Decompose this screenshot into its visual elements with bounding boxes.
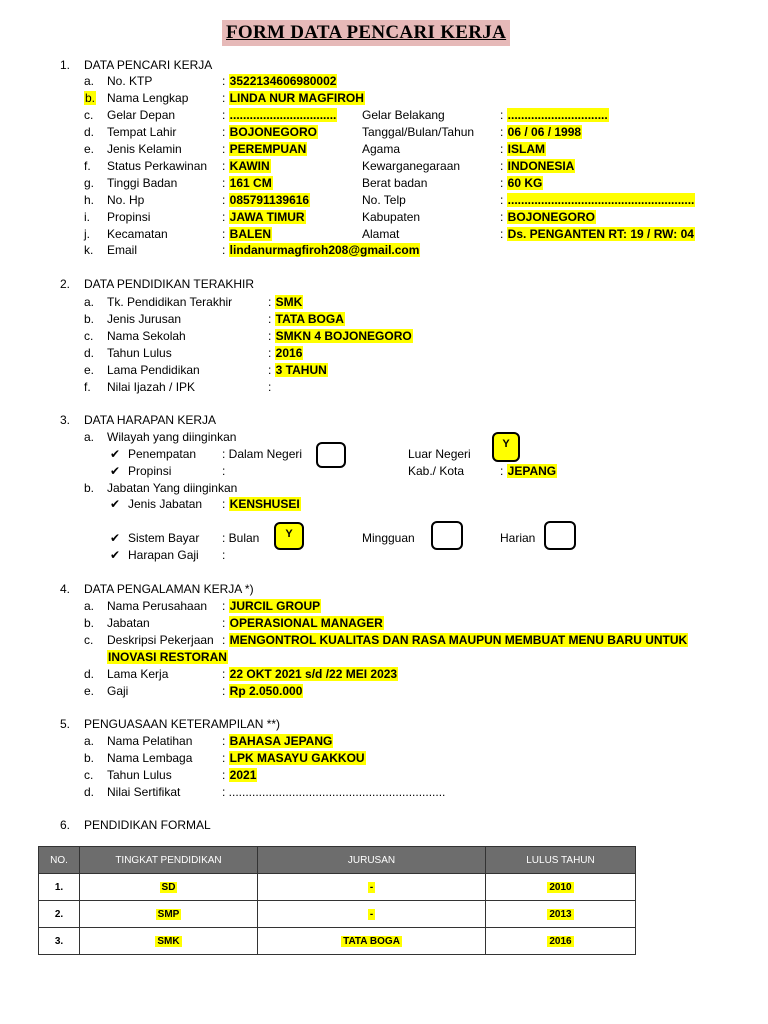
- field-label: Lama Kerja: [107, 667, 169, 681]
- table-cell: 1.: [39, 874, 80, 901]
- section-3-heading: DATA HARAPAN KERJA: [84, 413, 217, 427]
- row-label: a.: [84, 74, 95, 88]
- field-label: Email: [107, 243, 138, 257]
- field-label: Jenis Jurusan: [107, 312, 182, 326]
- row-label: a.: [84, 599, 95, 613]
- field-label: Tk. Pendidikan Terakhir: [107, 295, 233, 309]
- field-label: Berat badan: [362, 176, 428, 190]
- row-label: b.: [84, 616, 95, 630]
- row-label: d.: [84, 785, 95, 799]
- field-value: : BAHASA JEPANG: [222, 734, 333, 748]
- field-value: :: [222, 464, 226, 478]
- check-icon: ✔: [110, 548, 121, 562]
- table-row: [39, 901, 636, 928]
- field-value: :: [268, 380, 272, 394]
- row-label: a.: [84, 734, 95, 748]
- field-label: Nama Pelatihan: [107, 734, 193, 748]
- field-label: Deskripsi Pekerjaan: [107, 633, 214, 647]
- mingguan-checkbox[interactable]: [431, 521, 463, 550]
- row-label: a.: [84, 430, 95, 444]
- field-label: Harian: [500, 531, 536, 545]
- table-cell: 3.: [39, 928, 80, 955]
- row-label: c.: [84, 329, 94, 343]
- row-label: f.: [84, 380, 91, 394]
- field-value: : ........................................................: [500, 193, 695, 207]
- field-label: Nama Perusahaan: [107, 599, 208, 613]
- field-label: Tinggi Badan: [107, 176, 178, 190]
- row-label: c.: [84, 108, 94, 122]
- field-label: Gaji: [107, 684, 129, 698]
- row-label: b.: [84, 312, 95, 326]
- row-label: b.: [85, 91, 96, 105]
- field-label: Nama Lengkap: [107, 91, 189, 105]
- table-row: [39, 928, 636, 955]
- field-value: : JURCIL GROUP: [222, 599, 321, 613]
- table-cell: 2010: [486, 874, 636, 901]
- field-value: : 22 OKT 2021 s/d /22 MEI 2023: [222, 667, 398, 681]
- field-label: Propinsi: [107, 210, 151, 224]
- luar-negeri-checkbox[interactable]: Y: [492, 432, 520, 462]
- row-label: i.: [84, 210, 90, 224]
- row-label: d.: [84, 125, 95, 139]
- field-value: : ..............................: [500, 108, 608, 122]
- field-label: Kecamatan: [107, 227, 168, 241]
- field-label: Kewarganegaraan: [362, 159, 461, 173]
- table-cell: -: [258, 901, 486, 928]
- section-1-heading: DATA PENCARI KERJA: [84, 58, 213, 72]
- dalam-negeri-checkbox[interactable]: [316, 442, 346, 468]
- table-cell: SD: [80, 874, 258, 901]
- table-cell: TATA BOGA: [258, 928, 486, 955]
- row-label: c.: [84, 633, 94, 647]
- table-header-row: [39, 847, 636, 874]
- section-3-number: 3.: [60, 413, 71, 427]
- section-6-heading: PENDIDIKAN FORMAL: [84, 818, 211, 832]
- row-label: f.: [84, 159, 91, 173]
- row-label: j.: [84, 227, 90, 241]
- field-label: Lama Pendidikan: [107, 363, 200, 377]
- column-header: NO.: [39, 847, 80, 874]
- check-icon: ✔: [110, 531, 121, 545]
- field-value: : BALEN: [222, 227, 272, 241]
- field-value: : 085791139616: [222, 193, 310, 207]
- field-value: : ................................: [222, 108, 337, 122]
- field-value: : LPK MASAYU GAKKOU: [222, 751, 365, 765]
- row-label: g.: [84, 176, 95, 190]
- section-1-number: 1.: [60, 58, 71, 72]
- row-label: k.: [84, 243, 94, 257]
- field-label: Kab./ Kota: [408, 464, 465, 478]
- section-2-number: 2.: [60, 277, 71, 291]
- field-value: : TATA BOGA: [268, 312, 344, 326]
- row-label: h.: [84, 193, 95, 207]
- section-5-number: 5.: [60, 717, 71, 731]
- field-label: Sistem Bayar: [128, 531, 200, 545]
- section-5-heading: PENGUASAAN KETERAMPILAN **): [84, 717, 281, 731]
- field-label: Tempat Lahir: [107, 125, 177, 139]
- field-label: Tahun Lulus: [107, 768, 172, 782]
- table-cell: 2.: [39, 901, 80, 928]
- field-label: No. Hp: [107, 193, 145, 207]
- table-cell: SMK: [80, 928, 258, 955]
- field-value: : 3 TAHUN: [268, 363, 327, 377]
- field-label: Jabatan: [107, 616, 150, 630]
- field-value: : SMK: [268, 295, 303, 309]
- field-label: Jenis Jabatan: [128, 497, 203, 511]
- field-value: : 06 / 06 / 1998: [500, 125, 582, 139]
- field-value: : KENSHUSEI: [222, 497, 300, 511]
- section-6-number: 6.: [60, 818, 71, 832]
- page-title: FORM DATA PENCARI KERJA: [222, 20, 510, 46]
- field-label: Jabatan Yang diinginkan: [107, 481, 238, 495]
- field-value: : .................................................................: [222, 785, 446, 799]
- field-value: : ISLAM: [500, 142, 546, 156]
- section-2-heading: DATA PENDIDIKAN TERAKHIR: [84, 277, 255, 291]
- field-value: : 161 CM: [222, 176, 272, 190]
- field-value: : JEPANG: [500, 464, 557, 478]
- field-label: No. KTP: [107, 74, 153, 88]
- field-label: Luar Negeri: [408, 447, 471, 461]
- field-value: : BOJONEGORO: [500, 210, 596, 224]
- field-label: Nama Sekolah: [107, 329, 186, 343]
- row-label: e.: [84, 142, 95, 156]
- pendidikan-formal-table: [38, 846, 636, 955]
- field-label: Gelar Depan: [107, 108, 176, 122]
- field-label: Agama: [362, 142, 401, 156]
- field-label: : Dalam Negeri: [222, 447, 303, 461]
- field-label: Tahun Lulus: [107, 346, 172, 360]
- table-cell: SMP: [80, 901, 258, 928]
- field-value: : 2021: [222, 768, 257, 782]
- field-label: : Bulan: [222, 531, 260, 545]
- row-label: d.: [84, 346, 95, 360]
- field-label: No. Telp: [362, 193, 406, 207]
- field-label: Penempatan: [128, 447, 197, 461]
- section-4-heading: DATA PENGALAMAN KERJA *): [84, 582, 254, 596]
- table-cell: 2016: [486, 928, 636, 955]
- row-label: c.: [84, 768, 94, 782]
- row-label: d.: [84, 667, 95, 681]
- field-label: Harapan Gaji: [128, 548, 199, 562]
- field-label: Tanggal/Bulan/Tahun: [362, 125, 475, 139]
- field-value: : OPERASIONAL MANAGER: [222, 616, 383, 630]
- column-header: LULUS TAHUN: [486, 847, 636, 874]
- field-label: Nama Lembaga: [107, 751, 193, 765]
- field-label: Propinsi: [128, 464, 172, 478]
- check-icon: ✔: [110, 464, 121, 478]
- row-label: b.: [84, 751, 95, 765]
- table-cell: 2013: [486, 901, 636, 928]
- field-label: Status Perkawinan: [107, 159, 208, 173]
- column-header: JURUSAN: [258, 847, 486, 874]
- field-value: : PEREMPUAN: [222, 142, 307, 156]
- field-value-continued: INOVASI RESTORAN: [108, 650, 227, 664]
- table-row: [39, 874, 636, 901]
- field-label: Kabupaten: [362, 210, 421, 224]
- field-value: : BOJONEGORO: [222, 125, 318, 139]
- check-icon: ✔: [110, 447, 121, 461]
- column-header: TINGKAT PENDIDIKAN: [80, 847, 258, 874]
- field-label: Nilai Sertifikat: [107, 785, 181, 799]
- field-value: : Ds. PENGANTEN RT: 19 / RW: 04: [500, 227, 694, 241]
- field-label: Alamat: [362, 227, 400, 241]
- row-label: b.: [84, 481, 95, 495]
- row-label: a.: [84, 295, 95, 309]
- field-value: :: [222, 548, 226, 562]
- field-label: Mingguan: [362, 531, 415, 545]
- check-icon: ✔: [110, 497, 121, 511]
- field-value: : 2016: [268, 346, 303, 360]
- field-label: Gelar Belakang: [362, 108, 445, 122]
- field-value: : SMKN 4 BOJONEGORO: [268, 329, 412, 343]
- field-label: Wilayah yang diinginkan: [107, 430, 237, 444]
- field-value: : KAWIN: [222, 159, 270, 173]
- field-value: : lindanurmagfiroh208@gmail.com: [222, 243, 420, 257]
- section-4-number: 4.: [60, 582, 71, 596]
- field-value: : LINDA NUR MAGFIROH: [222, 91, 364, 105]
- bulan-checkbox[interactable]: Y: [274, 522, 304, 550]
- field-value: : JAWA TIMUR: [222, 210, 305, 224]
- field-value: : INDONESIA: [500, 159, 575, 173]
- field-value: : Rp 2.050.000: [222, 684, 303, 698]
- field-label: Nilai Ijazah / IPK: [107, 380, 196, 394]
- harian-checkbox[interactable]: [544, 521, 576, 550]
- field-value: : 3522134606980002: [222, 74, 337, 88]
- table-cell: -: [258, 874, 486, 901]
- field-value: : MENGONTROL KUALITAS DAN RASA MAUPUN MEMBUAT MENU BARU UNTUK: [222, 633, 688, 647]
- field-label: Jenis Kelamin: [107, 142, 182, 156]
- row-label: e.: [84, 684, 95, 698]
- field-value: : 60 KG: [500, 176, 543, 190]
- row-label: e.: [84, 363, 95, 377]
